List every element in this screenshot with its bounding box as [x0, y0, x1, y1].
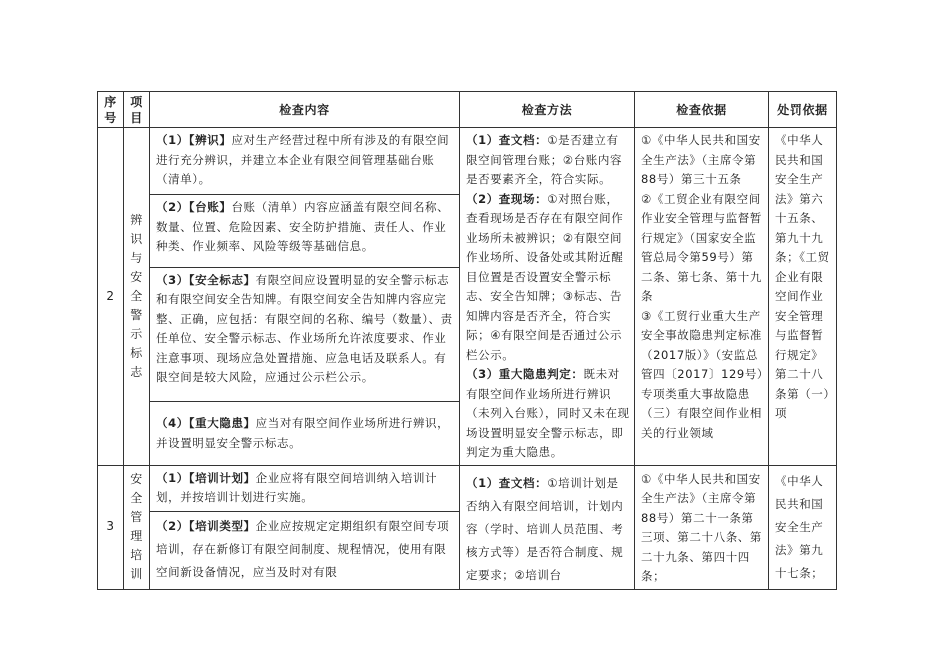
row-item: 安全管理培训: [124, 465, 150, 589]
inspection-table: [97, 91, 837, 590]
header-method: 检查方法: [460, 92, 635, 128]
header-penalty: 处罚依据: [769, 92, 837, 128]
penalty-cell: 《中华人民共和国安全生产法》第六十五条、第九十九条；《工贸企业有限空间作业安全管理与监督暂行规定》第二十八条第（一）项: [769, 128, 837, 466]
content-text: 有限空间应设置明显的安全警示标志和有限空间安全告知牌。有限空间安全告知牌内容应完整、正确，应包括：有限空间的名称、编号（数量）、责任单位、安全警示标志、作业场所允许浓度要求、作业注意事项、现场应急处置措施、应急电话及联系人。有限空间是较大风险，应通过公示栏公示。: [156, 272, 453, 385]
method-text: 既未对有限空间作业场所进行辨识（未列入台账），同时又未在现场设置明显安全警示标志，即判定为重大隐患。: [466, 367, 630, 459]
table-row: [98, 128, 837, 195]
content-cell: [150, 465, 460, 512]
method-tag: （3）重大隐患判定：: [466, 367, 584, 381]
row-no: 2: [98, 128, 124, 466]
header-no: 序号: [98, 92, 124, 128]
basis-cell: ①《中华人民共和国安全生产法》（主席令第88号）第三十五条 ②《工贸企业有限空间作业安全管理与监督暂行规定》（国家安全监管总局令第59号）第二条、第七条、第十九条 ③《工贸行业重大生产安全事故隐患判定标准（2017版）》（安监总管四〔2017〕129号）专项类重大事故隐患（三）有限空间作业相关的行业领域: [635, 128, 769, 466]
header-row: [98, 92, 837, 128]
method-tag: （1）查文档：: [466, 133, 548, 147]
row-no: 3: [98, 465, 124, 589]
method-tag: （1）查文档：: [466, 475, 548, 490]
content-tag: （1）【培训计划】: [156, 470, 256, 485]
method-text: ①对照台账，查看现场是否存在有限空间作业场所未被辨识；②有限空间作业场所、设备处或其附近醒目位置是否设置安全警示标志、安全告知牌；③标志、告知牌内容是否齐全，符合实际；④有限空间是否通过公示栏公示。: [466, 191, 624, 362]
penalty-cell: 《中华人民共和国安全生产法》第九十七条；: [769, 465, 837, 589]
content-cell: [150, 512, 460, 590]
header-content: 检查内容: [150, 92, 460, 128]
content-text: 企业应按规定定期组织有限空间专项培训，存在新修订有限空间制度、规程情况，使用有限空间新设备情况，应当及时对有限: [156, 519, 450, 579]
method-text: ①培训计划是否纳入有限空间培训，计划内容（学时、培训人员范围、考核方式等）是否符合制度、规定要求；②培训台: [466, 475, 624, 582]
content-tag: （3）【安全标志】: [156, 272, 256, 287]
content-cell: [150, 195, 460, 268]
table-row: [98, 465, 837, 512]
method-cell: [460, 465, 635, 589]
method-cell: [460, 128, 635, 466]
basis-cell: ①《中华人民共和国安全生产法》（主席令第88号）第二十一条第三项、第二十八条、第二十九条、第四十四条；: [635, 465, 769, 589]
content-text: 台账（清单）内容应涵盖有限空间名称、数量、位置、危险因素、安全防护措施、责任人、作业种类、作业频率、风险等级等基础信息。: [156, 200, 450, 254]
content-tag: （4）【重大隐患】: [156, 416, 256, 431]
content-tag: （2）【台账】: [156, 200, 232, 215]
header-item: 项目: [124, 92, 150, 128]
row-item: 辨识与安全警示标志: [124, 128, 150, 466]
content-tag: （2）【培训类型】: [156, 519, 256, 533]
content-cell: [150, 128, 460, 195]
method-text: ①是否建立有限空间管理台账；②台账内容是否要素齐全，符合实际。: [466, 133, 623, 186]
content-text: 企业应将有限空间培训纳入培训计划，并按培训计划进行实施。: [156, 470, 438, 504]
content-text: 应对生产经营过程中所有涉及的有限空间进行充分辨识，并建立本企业有限空间管理基础台账（清单）。: [156, 133, 450, 186]
content-cell: [150, 267, 460, 401]
method-tag: （2）查现场：: [466, 191, 548, 206]
header-basis: 检查依据: [635, 92, 769, 128]
content-tag: （1）【辨识】: [156, 133, 232, 147]
content-cell: [150, 402, 460, 465]
content-text: 应当对有限空间作业场所进行辨识，并设置明显安全警示标志。: [156, 416, 450, 450]
